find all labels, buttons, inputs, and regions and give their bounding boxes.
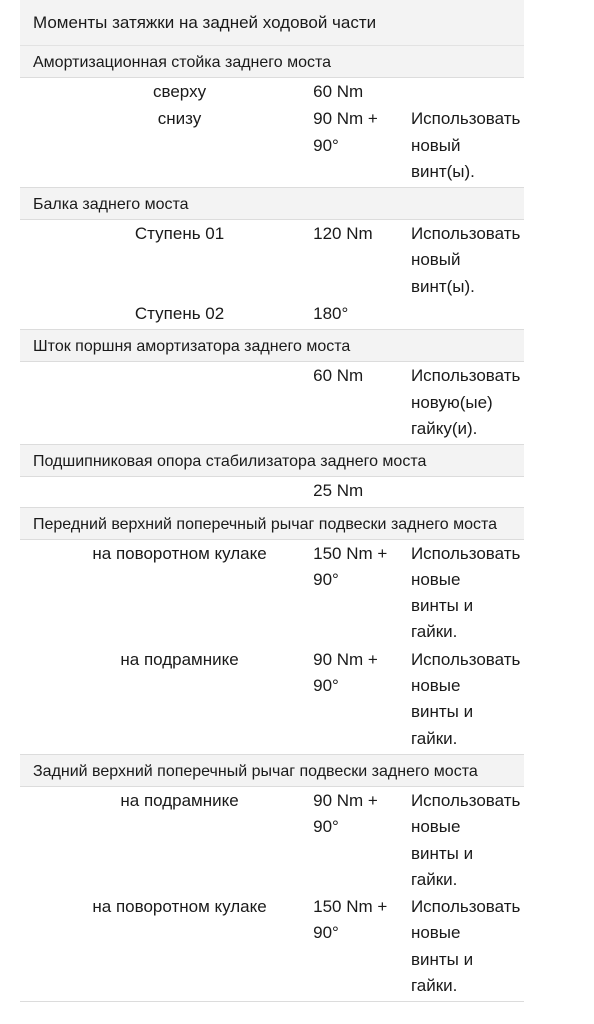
torque-value-line: 90° [313,569,339,589]
torque-value [307,362,404,442]
torque-value-line: 90 Nm + [313,109,378,129]
torque-value-line: 150 Nm + [313,897,388,917]
torque-note-line: винты и [410,702,474,722]
torque-value-line: 120 Nm [313,224,373,244]
torque-note-line: новые [410,569,461,589]
section-body [20,540,524,754]
torque-row [20,78,524,105]
torque-value [307,893,404,999]
fastener-location: на поворотном кулаке [92,543,267,563]
fastener-location: сверху [153,82,207,101]
torque-note [404,540,524,646]
torque-note-line: новый [410,250,461,270]
fastener-location: на подрамнике [120,649,239,669]
torque-row [20,105,524,185]
torque-note [404,220,524,300]
torque-note-line: гайки. [410,622,458,642]
torque-row [20,477,524,504]
torque-note [404,300,524,327]
section-heading: Задний верхний поперечный рычаг подвески заднего моста [20,754,524,787]
fastener-location [20,362,307,442]
torque-note-line: винты и [410,949,474,969]
torque-value [307,787,404,893]
section-body [20,787,524,1001]
torque-value [307,646,404,752]
section-body [20,78,524,187]
torque-note [404,646,524,752]
section-heading: Подшипниковая опора стабилизатора заднего моста [20,444,524,477]
torque-value-line: 90° [313,676,339,696]
torque-row [20,787,524,893]
section-heading: Амортизационная стойка заднего моста [20,46,524,78]
torque-row [20,300,524,327]
torque-row [20,646,524,752]
bottom-divider [20,1001,524,1002]
section-heading: Шток поршня амортизатора заднего моста [20,329,524,362]
document-title: Моменты затяжки на задней ходовой части [20,0,524,46]
torque-note-line: винты и [410,843,474,863]
torque-value-line: 150 Nm + [313,543,388,563]
sections-container [20,46,524,1001]
torque-value [307,78,404,105]
torque-value [307,220,404,300]
torque-note-line: гайки. [410,976,458,996]
torque-note-line: Использовать [410,649,521,669]
torque-note-line: Использовать [410,543,521,563]
torque-value-line: 90 Nm + [313,649,378,669]
torque-value [307,540,404,646]
torque-note [404,787,524,893]
torque-note-line: Использовать [410,790,521,810]
torque-note [404,78,524,105]
torque-value-line: 90 Nm + [313,790,378,810]
torque-value-line: 60 Nm [313,366,364,386]
torque-value-line: 60 Nm [313,82,364,101]
fastener-location: на подрамнике [120,790,239,810]
torque-value [307,477,404,504]
torque-value [307,105,404,185]
fastener-location: Ступень 01 [134,224,225,244]
torque-note [404,477,524,504]
torque-note-line: Использовать [410,897,521,917]
torque-note-line: гайку(и). [410,418,478,438]
section-heading: Балка заднего моста [20,187,524,220]
torque-value-line: 180° [313,304,349,324]
torque-note-line: новую(ые) [410,392,493,412]
torque-note-line: Использовать [410,224,521,244]
section-body [20,362,524,444]
torque-value-line: 90° [313,135,339,155]
torque-row [20,893,524,999]
torque-note [404,105,524,185]
section-body [20,477,524,506]
torque-row [20,540,524,646]
torque-value-line: 90° [313,923,339,943]
torque-note-line: новые [410,923,461,943]
torque-note-line: Использовать [410,366,521,386]
torque-row [20,220,524,300]
torque-note-line: гайки. [410,728,458,748]
torque-value-line: 90° [313,817,339,837]
torque-document [20,0,524,1002]
torque-value-line: 25 Nm [313,481,364,501]
fastener-location: на поворотном кулаке [92,897,267,917]
torque-note-line: гайки. [410,869,458,889]
fastener-location: Ступень 02 [134,304,225,324]
torque-row [20,362,524,442]
torque-note-line: Использовать [410,109,521,129]
fastener-location [20,477,307,504]
torque-note [404,362,524,442]
torque-note-line: винт(ы). [410,276,475,296]
torque-note-line: новые [410,817,461,837]
torque-value [307,300,404,327]
fastener-location: снизу [157,109,202,129]
torque-note [404,893,524,999]
torque-note-line: винты и [410,596,474,616]
section-heading: Передний верхний поперечный рычаг подвески заднего моста [20,507,524,540]
torque-note-line: новые [410,676,461,696]
torque-note-line: новый [410,135,461,155]
section-body [20,220,524,329]
torque-note-line: винт(ы). [410,161,475,181]
